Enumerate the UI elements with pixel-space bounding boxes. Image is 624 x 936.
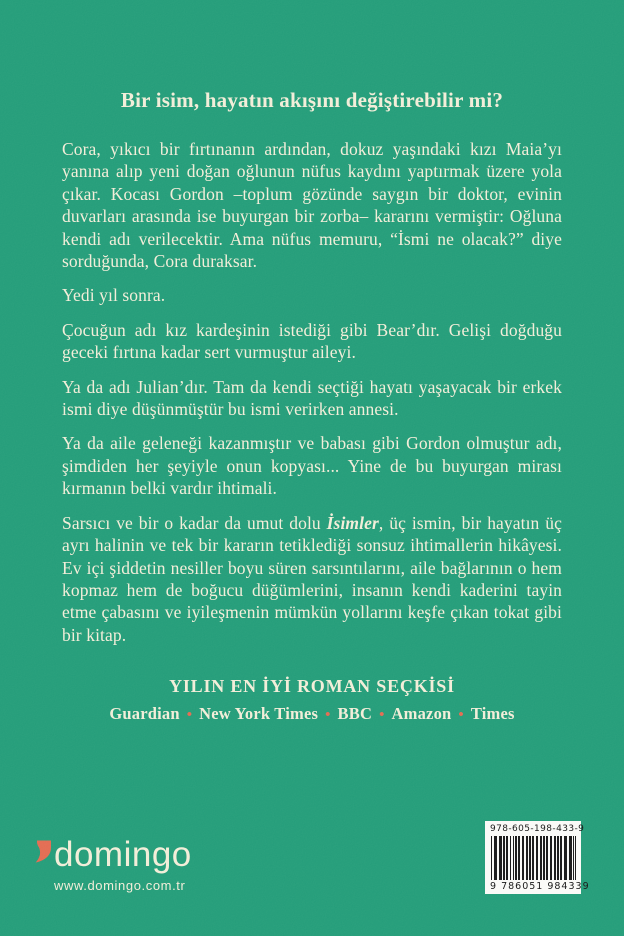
isbn-number: 978-605-198-433-9 [490, 824, 585, 834]
bullet-separator: • [186, 707, 193, 724]
publisher-website: www.domingo.com.tr [54, 878, 186, 893]
press-source: Amazon [391, 704, 452, 724]
book-title-inline: İsimler [326, 512, 379, 533]
publisher-logo [34, 835, 192, 893]
synopsis-paragraph: Ya da adı Julian’dır. Tam da kendi seçtiği hayatı yaşayacak bir erkek ismi diye düşünmüştür bu ismi verirken annesi. [62, 376, 562, 420]
awards-heading: YILIN EN İYİ ROMAN SEÇKİSİ [169, 676, 455, 697]
synopsis-paragraph: Ya da aile geleneği kazanmıştır ve babası gibi Gordon olmuştur adı, şimdiden her şeyiyle onun kopyası... Yine de bu buyurgan mirası kırmanın belki vardır ihtimali. [62, 433, 562, 499]
quote-mark-icon [34, 840, 51, 863]
bullet-separator: • [325, 707, 331, 724]
synopsis-paragraph: Çocuğun adı kız kardeşinin istediği gibi Bear’dır. Gelişi doğduğu geceki fırtına kadar sert vurmuştur aileyi. [62, 319, 562, 363]
tagline: Bir isim, hayatın akışını değiştirebilir mi? [120, 88, 504, 112]
barcode [485, 821, 590, 894]
ean-number: 9 786051 984339 [490, 881, 590, 892]
press-source: Times [470, 704, 515, 724]
publisher-logo-row [34, 835, 192, 874]
barcode-bars [490, 836, 576, 880]
closing-paragraph [62, 512, 562, 646]
press-source: BBC [337, 704, 373, 724]
closing-after: , üç ismin, bir hayatın üç ayrı halinin ve tek bir kararın tetiklediği sonsuz ihtimallerin hikâyesi. Ev içi şiddetin nesiller boyu süren sarsıntılarını, aile bağlarının o hem kopmaz hem de boğucu düğümlerini, insanın kendi kaderini tayin etme çabasını ve iyileşmenin mümkün yollarını keşfe çıkan tokat gibi bir kitap. [62, 512, 562, 645]
synopsis [62, 138, 562, 646]
press-list [62, 704, 562, 724]
press-source: New York Times [199, 704, 319, 724]
bullet-separator: • [379, 707, 385, 724]
synopsis-paragraph: Yedi yıl sonra. [62, 285, 166, 306]
synopsis-paragraph: Cora, yıkıcı bir fırtınanın ardından, dokuz yaşındaki kızı Maia’yı yanına alıp yeni doğan oğlunun nüfus kaydını yaptırmak üzere yola çıkar. Kocası Gordon –toplum gözünde saygın bir doktor, evinin duvarları arasında ise buyurgan bir zorba– kararını vermiştir: Oğluna kendi adı verilecektir. Ama nüfus memuru, “İsmi ne olacak?” diye sorduğunda, Cora duraksar. [62, 139, 562, 272]
bullet-separator: • [458, 707, 464, 724]
awards-section [62, 676, 562, 724]
publisher-name: domingo [54, 835, 192, 874]
back-cover-text-block [62, 88, 562, 724]
closing-before: Sarsıcı ve bir o kadar da umut dolu [62, 512, 327, 533]
press-source: Guardian [109, 704, 180, 724]
